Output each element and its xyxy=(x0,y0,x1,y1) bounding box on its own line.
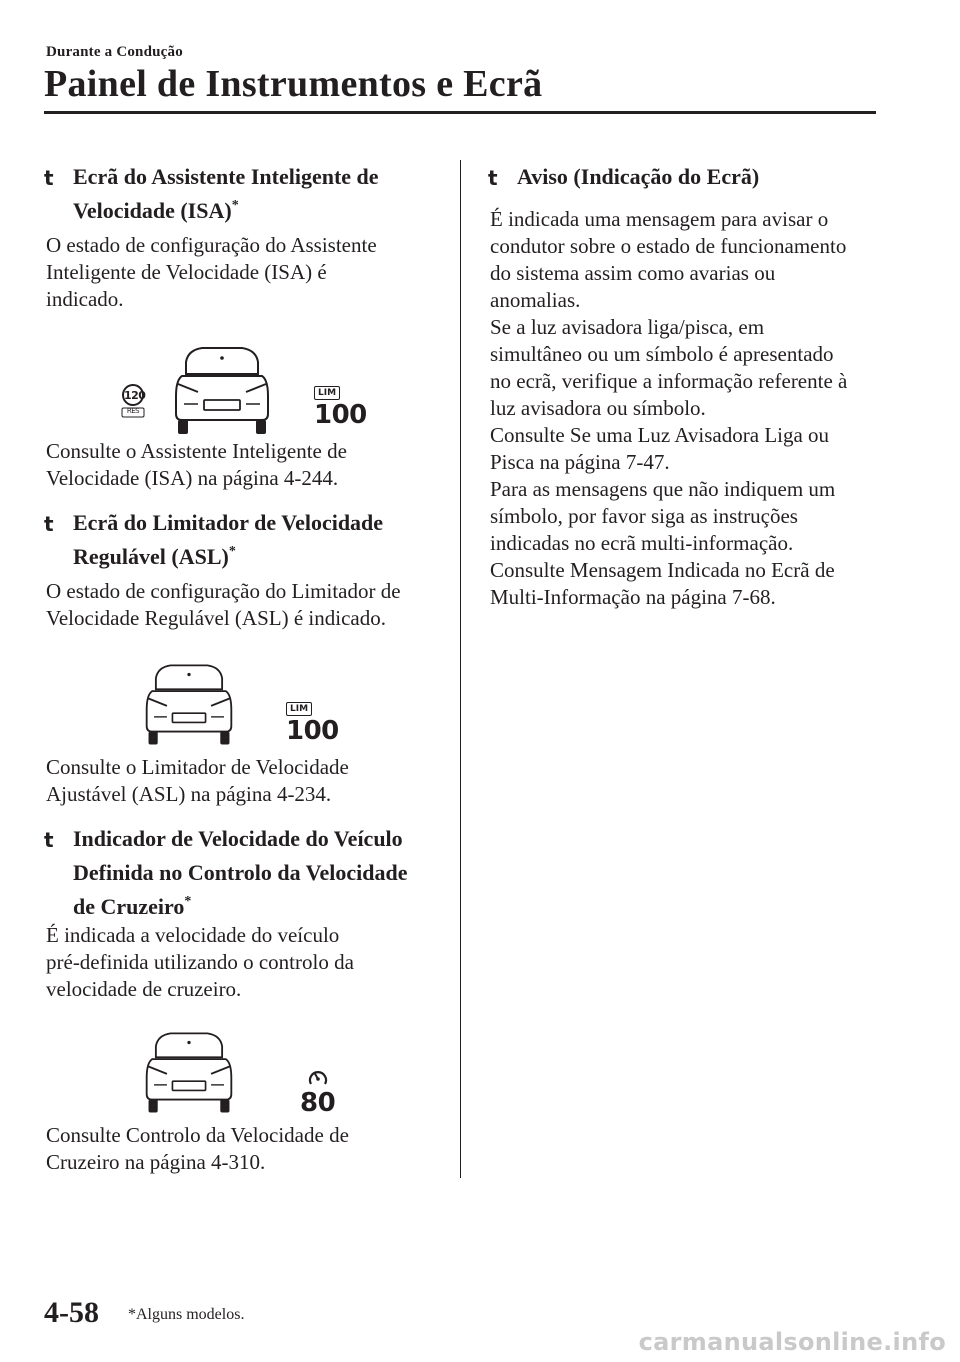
sign-value: 120 xyxy=(124,389,146,402)
asl-body: O estado de configuração do Limitador de Velocidade Regulável (ASL) é indicado. xyxy=(46,579,401,630)
bullet-icon: t xyxy=(488,166,498,190)
aviso-heading: Aviso (Indicação do Ecrã) xyxy=(517,164,760,189)
isa-figure xyxy=(110,340,370,440)
column-divider xyxy=(460,160,461,1178)
footnote: *Alguns modelos. xyxy=(128,1306,245,1323)
lim-label: LIM xyxy=(286,702,312,716)
isa-ref: Consulte o Assistente Inteligente de Velocidade (ISA) na página 4-244. xyxy=(46,439,347,490)
car-rear-icon xyxy=(142,1026,236,1118)
isa-speed-value: 100 xyxy=(314,400,367,430)
isa-heading: Ecrã do Assistente Inteligente de Velocidade (ISA)* xyxy=(73,164,379,223)
aviso-body: É indicada uma mensagem para avisar o condutor sobre o estado de funcionamento do sistema assim como avarias ou anomalias. Se a luz avisadora liga/pisca, em simultâneo ou um símbolo é apresentado no ecrã, verifique a informação referente à luz avisadora ou símbolo. Consulte Se uma Luz Avisadora Liga ou Pisca na página 7-47. Para as mensagens que não indiquem um símbolo, por favor siga as instruções indicadas no ecrã multi-informação. Consulte Mensagem Indicada no Ecrã de Multi-Informação na página 7-68. xyxy=(490,207,848,609)
cruise-speed-value: 80 xyxy=(300,1088,336,1118)
asterisk: * xyxy=(184,894,192,909)
header-rule xyxy=(44,111,876,114)
watermark: carmanualsonline.info xyxy=(638,1328,946,1356)
cruise-body: É indicada a velocidade do veículo pré-definida utilizando o controlo da velocidade de cruzeiro. xyxy=(46,923,354,1001)
page-number: 4-58 xyxy=(44,1296,99,1329)
cruise-figure xyxy=(130,1026,350,1118)
cruise-ref: Consulte Controlo da Velocidade de Cruzeiro na página 4-310. xyxy=(46,1123,349,1174)
cruise-gauge-icon xyxy=(308,1066,328,1088)
asl-figure xyxy=(130,658,350,750)
bullet-icon: t xyxy=(44,828,54,852)
asl-ref: Consulte o Limitador de Velocidade Ajustável (ASL) na página 4-234. xyxy=(46,755,349,806)
lim-label: LIM xyxy=(314,386,340,400)
section-label: Durante a Condução xyxy=(46,44,183,60)
asl-heading: Ecrã do Limitador de Velocidade Regulável (ASL)* xyxy=(73,510,384,569)
car-rear-icon xyxy=(172,340,272,440)
isa-body: O estado de configuração do Assistente Inteligente de Velocidade (ISA) é indicado. xyxy=(46,233,377,311)
asl-speed-value: 100 xyxy=(286,716,339,746)
chapter-title: Painel de Instrumentos e Ecrã xyxy=(44,63,543,105)
cruise-heading: Indicador de Velocidade do Veículo Definida no Controlo da Velocidade de Cruzeiro* xyxy=(73,826,408,919)
asterisk: * xyxy=(228,544,236,559)
asterisk: * xyxy=(231,198,239,213)
res-label: RES xyxy=(126,407,140,415)
car-rear-icon xyxy=(142,658,236,750)
bullet-icon: t xyxy=(44,166,54,190)
bullet-icon: t xyxy=(44,512,54,536)
